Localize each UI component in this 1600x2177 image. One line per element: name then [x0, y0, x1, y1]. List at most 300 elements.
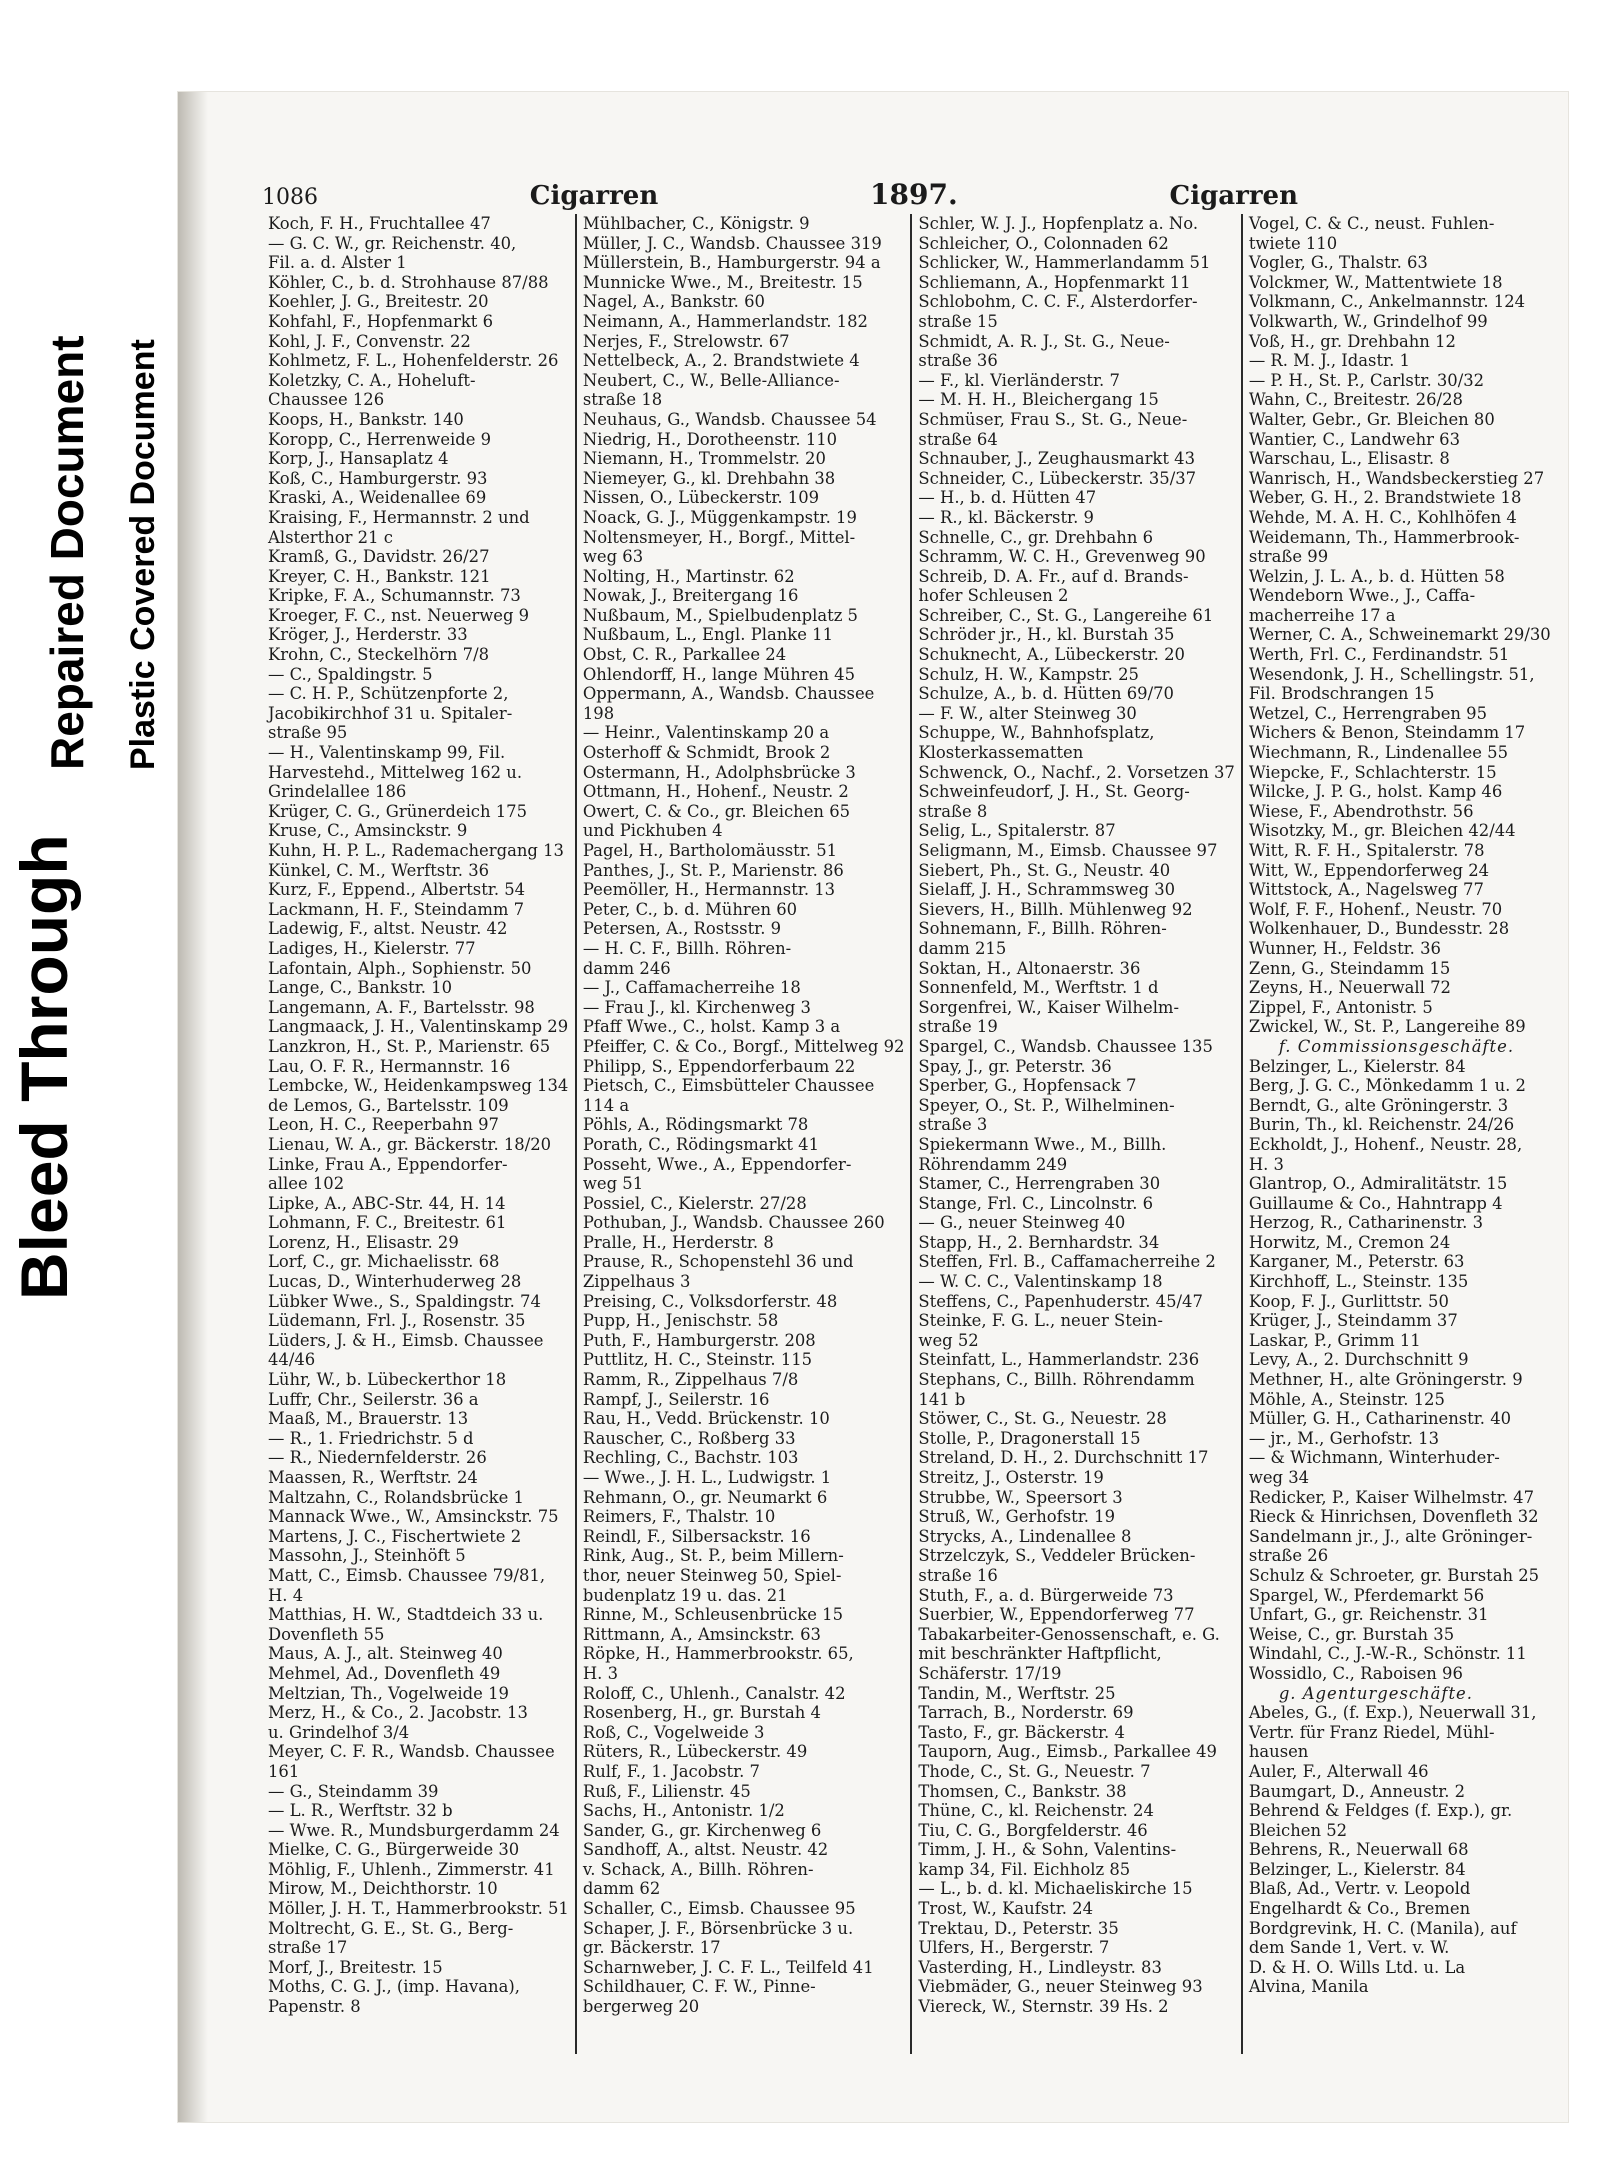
directory-entry: Müller, G. H., Catharinenstr. 40 — [1248, 1409, 1512, 1429]
directory-entry: Berg, J. G. C., Mönkedamm 1 u. 2 — [1248, 1076, 1526, 1096]
directory-entry: Pietsch, C., Eimsbütteler Chaussee — [582, 1076, 875, 1096]
directory-entry: Peemöller, H., Hermannstr. 13 — [582, 880, 836, 900]
directory-entry: Schmüser, Frau S., St. G., Neue- — [918, 409, 1188, 429]
directory-entry: Unfart, G., gr. Reichenstr. 31 — [1248, 1605, 1489, 1625]
directory-entry: Behrend & Feldges (f. Exp.), gr. — [1248, 1801, 1513, 1821]
directory-entry: Mirow, M., Deichthorstr. 10 — [268, 1879, 498, 1899]
directory-entry: Nerjes, F., Strelowstr. 67 — [582, 331, 790, 351]
directory-entry: macherreihe 17 a — [1248, 605, 1396, 625]
directory-entry: Ladewig, F., altst. Neustr. 42 — [268, 919, 508, 939]
directory-entry: Wisotzky, M., gr. Bleichen 42/44 — [1248, 821, 1516, 841]
directory-entry: Noack, G. J., Müggenkampstr. 19 — [582, 507, 857, 527]
directory-entry: Voß, H., gr. Drehbahn 12 — [1248, 331, 1456, 351]
directory-entry: Siebert, Ph., St. G., Neustr. 40 — [918, 860, 1171, 880]
directory-entry: Ruß, F., Lilienstr. 45 — [582, 1781, 751, 1801]
directory-entry: Blaß, Ad., Vertr. v. Leopold — [1248, 1879, 1471, 1899]
directory-entry: straße 15 — [918, 311, 998, 331]
directory-entry: 198 — [582, 703, 615, 723]
year-heading: 1897. — [870, 178, 958, 211]
directory-entry: Tauporn, Aug., Eimsb., Parkallee 49 — [918, 1742, 1217, 1762]
directory-entry: Stöwer, C., St. G., Neuestr. 28 — [918, 1409, 1167, 1429]
directory-entry: Chaussee 126 — [268, 390, 385, 410]
directory-entry: Tarrach, B., Norderstr. 69 — [918, 1703, 1134, 1723]
directory-entry: Vogel, C. & C., neust. Fuhlen- — [1248, 214, 1495, 233]
directory-entry: — H. C. F., Billh. Röhren- — [582, 938, 792, 958]
directory-entry: Lübker Wwe., S., Spaldingstr. 74 — [268, 1291, 541, 1311]
directory-entry: Levy, A., 2. Durchschnitt 9 — [1248, 1350, 1469, 1370]
repaired-document-label: Repaired Document — [41, 335, 93, 770]
directory-entry: Rehmann, O., gr. Neumarkt 6 — [582, 1487, 828, 1507]
directory-entry: Tabakarbeiter-Genossenschaft, e. G. — [918, 1624, 1220, 1644]
directory-entry: Schulz & Schroeter, gr. Burstah 25 — [1248, 1565, 1540, 1585]
directory-entry: Laskar, P., Grimm 11 — [1248, 1330, 1421, 1350]
directory-entry: Dovenfleth 55 — [268, 1624, 385, 1644]
directory-entry: Rampf, J., Seilerstr. 16 — [582, 1389, 770, 1409]
directory-entry: Sperber, G., Hopfensack 7 — [918, 1076, 1137, 1096]
directory-entry: Methner, H., alte Gröningerstr. 9 — [1248, 1370, 1523, 1390]
directory-entry: Peter, C., b. d. Mühren 60 — [582, 899, 798, 919]
directory-entry: Belzinger, L., Kielerstr. 84 — [1248, 1056, 1466, 1076]
directory-entry: Fil. Brodschrangen 15 — [1248, 684, 1435, 704]
directory-entry: Struß, W., Gerhofstr. 19 — [918, 1507, 1116, 1527]
directory-entry: H. 4 — [268, 1585, 304, 1605]
directory-entry: Wiechmann, R., Lindenallee 55 — [1248, 743, 1509, 763]
directory-entry: Schildhauer, C. F. W., Pinne- — [582, 1977, 816, 1997]
directory-entry: Vertr. für Franz Riedel, Mühl- — [1248, 1722, 1495, 1742]
directory-entry: Lucas, D., Winterhuderweg 28 — [268, 1272, 522, 1292]
directory-entry: Volkmann, C., Ankelmannstr. 124 — [1248, 292, 1526, 312]
directory-entry: Lafontain, Alph., Sophienstr. 50 — [268, 958, 532, 978]
directory-entry: H. 3 — [582, 1663, 619, 1683]
directory-entry: Posseht, Wwe., A., Eppendorfer- — [582, 1154, 852, 1174]
directory-entry: Soktan, H., Altonaerstr. 36 — [918, 958, 1141, 978]
directory-entry: Klosterkassematten — [918, 743, 1084, 763]
directory-entry: — J., Caffamacherreihe 18 — [582, 978, 801, 998]
directory-entry: Sachs, H., Antonistr. 1/2 — [582, 1801, 785, 1821]
directory-entry: Neubert, C., W., Belle-Alliance- — [582, 370, 840, 390]
directory-entry: straße 19 — [918, 1017, 998, 1037]
directory-entry: Matthias, H. W., Stadtdeich 33 u. — [268, 1605, 544, 1625]
directory-entry: — Frau J., kl. Kirchenweg 3 — [582, 997, 811, 1017]
directory-entry: Pfeiffer, C. & Co., Borgf., Mittelweg 92 — [582, 1036, 905, 1056]
directory-entry: dem Sande 1, Vert. v. W. — [1248, 1938, 1450, 1958]
directory-entry: Wiepcke, F., Schlachterstr. 15 — [1248, 762, 1497, 782]
directory-entry: straße 99 — [1248, 547, 1329, 567]
directory-entry: — H., b. d. Hütten 47 — [918, 488, 1097, 508]
directory-entry: und Pickhuben 4 — [582, 821, 723, 841]
directory-entry: Schler, W. J. J., Hopfenplatz a. No. — [918, 214, 1199, 233]
directory-entry: Kruse, C., Amsinckstr. 9 — [268, 821, 468, 841]
directory-entry: Steffen, Frl. B., Caffamacherreihe 2 — [918, 1252, 1216, 1272]
directory-entry: Rechling, C., Bachstr. 103 — [582, 1448, 799, 1468]
directory-entry: Strubbe, W., Speersort 3 — [918, 1487, 1123, 1507]
directory-entry: Lipke, A., ABC-Str. 44, H. 14 — [268, 1193, 506, 1213]
directory-entry: — Heinr., Valentinskamp 20 a — [582, 723, 830, 743]
directory-entry: Roß, C., Vogelweide 3 — [582, 1722, 765, 1742]
directory-entry: Redicker, P., Kaiser Wilhelmstr. 47 — [1248, 1487, 1534, 1507]
directory-entry: Viereck, W., Sternstr. 39 Hs. 2 — [918, 1997, 1169, 2017]
directory-entry: Wantier, C., Landwehr 63 — [1248, 429, 1461, 449]
directory-entry: Kuhn, H. P. L., Rademachergang 13 — [268, 841, 564, 860]
directory-entry: straße 8 — [918, 801, 988, 821]
directory-entry: Künkel, C. M., Werftstr. 36 — [268, 860, 490, 880]
directory-entry: Wichers & Benon, Steindamm 17 — [1248, 723, 1526, 743]
directory-entry: — C., Spaldingstr. 5 — [268, 664, 433, 684]
directory-entry: Streitz, J., Osterstr. 19 — [918, 1468, 1104, 1487]
directory-entry: straße 3 — [918, 1115, 988, 1135]
directory-entry: Zippel, F., Antonistr. 5 — [1248, 997, 1433, 1017]
directory-entry: Weber, G. H., 2. Brandstwiete 18 — [1248, 488, 1522, 508]
page-header — [262, 178, 1298, 212]
directory-entry: Volckmer, W., Mattentwiete 18 — [1248, 272, 1503, 292]
directory-entry: Neuhaus, G., Wandsb. Chaussee 54 — [582, 409, 877, 429]
directory-entry: Selig, L., Spitalerstr. 87 — [918, 821, 1116, 841]
directory-entry: Maltzahn, C., Rolandsbrücke 1 — [268, 1487, 524, 1507]
column-1 — [262, 214, 577, 2054]
directory-entry: Trektau, D., Peterstr. 35 — [918, 1918, 1119, 1938]
directory-entry: Timm, J. H., & Sohn, Valentins- — [918, 1840, 1177, 1860]
directory-entry: Kirchhoff, L., Steinstr. 135 — [1248, 1272, 1469, 1292]
directory-entry: Kraising, F., Hermannstr. 2 und — [268, 507, 530, 527]
directory-entry: Petersen, A., Rostsstr. 9 — [582, 919, 782, 939]
directory-entry: Mannack Wwe., W., Amsinckstr. 75 — [268, 1507, 559, 1527]
directory-entry: Niemeyer, G., kl. Drehbahn 38 — [582, 468, 836, 488]
directory-entry: de Lemos, G., Bartelsstr. 109 — [268, 1095, 509, 1115]
directory-entry: — F., kl. Vierländerstr. 7 — [918, 370, 1120, 390]
directory-entry: twiete 110 — [1248, 233, 1338, 253]
directory-entry: Röpke, H., Hammerbrookstr. 65, — [582, 1644, 854, 1664]
directory-entry: Moltrecht, G. E., St. G., Berg- — [268, 1918, 514, 1938]
directory-entry: Roloff, C., Uhlenh., Canalstr. 42 — [582, 1683, 846, 1703]
directory-entry: Koops, H., Bankstr. 140 — [268, 409, 464, 429]
directory-entry: Pupp, H., Jenischstr. 58 — [582, 1311, 779, 1331]
directory-entry: Stapp, H., 2. Bernhardstr. 34 — [918, 1232, 1160, 1252]
directory-entry: Witt, R. F. H., Spitalerstr. 78 — [1248, 841, 1485, 860]
directory-entry: Berndt, G., alte Gröningerstr. 3 — [1248, 1095, 1509, 1115]
directory-entry: Rulf, F., 1. Jacobstr. 7 — [582, 1761, 760, 1781]
directory-entry: Schröder jr., H., kl. Burstah 35 — [918, 625, 1175, 645]
directory-entry: Volkwarth, W., Grindelhof 99 — [1248, 311, 1488, 331]
directory-entry: Baumgart, D., Anneustr. 2 — [1248, 1781, 1466, 1801]
directory-entry: Schlicker, W., Hammerlandamm 51 — [918, 253, 1211, 273]
directory-entry: — L., b. d. kl. Michaeliskirche 15 — [918, 1879, 1193, 1899]
directory-entry: Schuknecht, A., Lübeckerstr. 20 — [918, 645, 1185, 665]
directory-entry: Sievers, H., Billh. Mühlenweg 92 — [918, 899, 1193, 919]
directory-entry: Pothuban, J., Wandsb. Chaussee 260 — [582, 1213, 885, 1233]
directory-entry: Leon, H. C., Reeperbahn 97 — [268, 1115, 499, 1135]
directory-entry: Werth, Frl. C., Ferdinandstr. 51 — [1248, 645, 1510, 665]
directory-entry: Kroeger, F. C., nst. Neuerweg 9 — [268, 605, 530, 625]
directory-entry: Martens, J. C., Fischertwiete 2 — [268, 1526, 522, 1546]
directory-entry: Ottmann, H., Hohenf., Neustr. 2 — [582, 782, 849, 802]
directory-entry: Philipp, S., Eppendorferbaum 22 — [582, 1056, 856, 1076]
directory-entry: Lühr, W., b. Lübeckerthor 18 — [268, 1370, 507, 1390]
directory-entry: Rinne, M., Schleusenbrücke 15 — [582, 1605, 843, 1625]
directory-entry: Köhler, C., b. d. Strohhause 87/88 — [268, 272, 549, 292]
directory-entry: Linke, Frau A., Eppendorfer- — [268, 1154, 508, 1174]
directory-entry: Spiekermann Wwe., M., Billh. — [918, 1134, 1167, 1154]
directory-entry: Neimann, A., Hammerlandstr. 182 — [582, 311, 868, 331]
directory-entry: Langmaack, J. H., Valentinskamp 29 — [268, 1017, 569, 1037]
directory-entry: Vasterding, H., Lindleystr. 83 — [918, 1957, 1162, 1977]
directory-entry: Herzog, R., Catharinenstr. 3 — [1248, 1213, 1484, 1233]
directory-entry: Pagel, H., Bartholomäusstr. 51 — [582, 841, 838, 860]
directory-entry: gr. Bäckerstr. 17 — [582, 1938, 721, 1958]
directory-entry: Meltzian, Th., Vogelweide 19 — [268, 1683, 509, 1703]
directory-entry: Stolle, P., Dragonerstall 15 — [918, 1428, 1141, 1448]
directory-entry: Schulz, H. W., Kampstr. 25 — [918, 664, 1139, 684]
directory-entry: Jacobikirchhof 31 u. Spitaler- — [268, 703, 513, 723]
directory-entry: Schlobohm, C. C. F., Alsterdorfer- — [918, 292, 1198, 312]
directory-entry: Luffr, Chr., Seilerstr. 36 a — [268, 1389, 479, 1409]
directory-entry: weg 51 — [582, 1174, 644, 1194]
directory-entry: Osterhoff & Schmidt, Brook 2 — [582, 743, 831, 763]
directory-entry: bergerweg 20 — [582, 1997, 700, 2017]
directory-entry: Möhlig, F., Uhlenh., Zimmerstr. 41 — [268, 1859, 555, 1879]
directory-entry: kamp 34, Fil. Eichholz 85 — [918, 1859, 1131, 1879]
directory-entry: Massohn, J., Steinhöft 5 — [268, 1546, 466, 1566]
directory-entry: — H., Valentinskamp 99, Fil. — [268, 743, 506, 763]
directory-entry: Prause, R., Schopenstehl 36 und — [582, 1252, 854, 1272]
directory-entry: — L. R., Werftstr. 32 b — [268, 1801, 453, 1821]
directory-entry: Bordgrevink, H. C. (Manila), auf — [1248, 1918, 1517, 1938]
directory-entry: Karganer, M., Peterstr. 63 — [1248, 1252, 1465, 1272]
directory-entry: Schweinfeudorf, J. H., St. Georg- — [918, 782, 1190, 802]
directory-entry: Reimers, F., Thalstr. 10 — [582, 1507, 776, 1527]
directory-entry: Burin, Th., kl. Reichenstr. 24/26 — [1248, 1115, 1515, 1135]
directory-entry: hausen — [1248, 1742, 1309, 1762]
directory-entry: Auler, F., Alterwall 46 — [1248, 1761, 1429, 1781]
directory-entry: Wittstock, A., Nagelsweg 77 — [1248, 880, 1484, 900]
directory-entry: Steffens, C., Papenhuderstr. 45/47 — [918, 1291, 1203, 1311]
directory-entry: Lienau, W. A., gr. Bäckerstr. 18/20 — [268, 1134, 552, 1154]
directory-entry: Pfaff Wwe., C., holst. Kamp 3 a — [582, 1017, 841, 1037]
directory-entry: Spargel, W., Pferdemarkt 56 — [1248, 1585, 1485, 1605]
directory-entry: weg 63 — [582, 547, 644, 567]
column-4 — [1243, 214, 1557, 2054]
directory-entry: Koop, F. J., Gurlittstr. 50 — [1248, 1291, 1449, 1311]
directory-entry: u. Grindelhof 3/4 — [268, 1722, 410, 1742]
directory-entry: Möller, J. H. T., Hammerbrookstr. 51 — [268, 1899, 569, 1919]
directory-entry: Lorenz, H., Elisastr. 29 — [268, 1232, 459, 1252]
directory-entry: 141 b — [918, 1389, 966, 1409]
directory-entry: Porath, C., Rödingsmarkt 41 — [582, 1134, 820, 1154]
directory-entry: Nußbaum, L., Engl. Planke 11 — [582, 625, 833, 645]
directory-entry: Stephans, C., Billh. Röhrendamm — [918, 1370, 1195, 1390]
directory-entry: Guillaume & Co., Hahntrapp 4 — [1248, 1193, 1503, 1213]
directory-entry: thor, neuer Steinweg 50, Spiel- — [582, 1565, 842, 1585]
directory-entry: Strycks, A., Lindenallee 8 — [918, 1526, 1132, 1546]
directory-entry: Schulze, A., b. d. Hütten 69/70 — [918, 684, 1174, 704]
directory-entry: H. 3 — [1248, 1154, 1284, 1174]
directory-entry: — G. C. W., gr. Reichenstr. 40, — [268, 233, 517, 253]
directory-entry: Obst, C. R., Parkallee 24 — [582, 645, 787, 665]
directory-entry: Walter, Gebr., Gr. Bleichen 80 — [1248, 409, 1495, 429]
directory-entry: Morf, J., Breitestr. 15 — [268, 1957, 443, 1977]
directory-entry: Bleichen 52 — [1248, 1820, 1348, 1840]
directory-entry: budenplatz 19 u. das. 21 — [582, 1585, 788, 1605]
left-running-heading: Cigarren — [529, 181, 659, 211]
directory-entry: straße 26 — [1248, 1546, 1329, 1566]
directory-entry: Wehde, M. A. H. C., Kohlhöfen 4 — [1248, 507, 1517, 527]
directory-entry: — R., Niedernfelderstr. 26 — [268, 1448, 487, 1468]
directory-entry: straße 64 — [918, 429, 998, 449]
section-heading: f. Commissionsgeschäfte. — [1278, 1036, 1515, 1056]
directory-entry: Krüger, J., Steindamm 37 — [1248, 1311, 1458, 1331]
plastic-covered-label: Plastic Covered Document — [124, 339, 162, 770]
directory-entry: Lange, C., Bankstr. 10 — [268, 978, 453, 998]
directory-entry: Mehmel, Ad., Dovenfleth 49 — [268, 1663, 501, 1683]
directory-entry: Schneider, C., Lübeckerstr. 35/37 — [918, 468, 1197, 488]
directory-entry: Wunner, H., Feldstr. 36 — [1248, 938, 1441, 958]
directory-entry: Preising, C., Volksdorferstr. 48 — [582, 1291, 838, 1311]
directory-entry: — M. H. H., Bleichergang 15 — [918, 390, 1159, 410]
directory-entry: — jr., M., Gerhofstr. 13 — [1248, 1428, 1439, 1448]
directory-entry: Spargel, C., Wandsb. Chaussee 135 — [918, 1036, 1213, 1056]
directory-entry: Koropp, C., Herrenweide 9 — [268, 429, 492, 449]
directory-entry: Mielke, C. G., Bürgerweide 30 — [268, 1840, 520, 1860]
directory-entry: Kramß, G., Davidstr. 26/27 — [268, 547, 490, 567]
directory-entry: Lackmann, H. F., Steindamm 7 — [268, 899, 525, 919]
directory-entry: Vogler, G., Thalstr. 63 — [1248, 253, 1428, 273]
directory-entry: Kreyer, C. H., Bankstr. 121 — [268, 566, 491, 586]
directory-entry: Thomsen, C., Bankstr. 38 — [918, 1781, 1127, 1801]
directory-entry: Lorf, C., gr. Michaelisstr. 68 — [268, 1252, 500, 1272]
directory-entry: Puttlitz, H. C., Steinstr. 115 — [582, 1350, 813, 1370]
column-3 — [912, 214, 1242, 2054]
directory-entry: Scharnweber, J. C. F. L., Teilfeld 41 — [582, 1957, 874, 1977]
directory-entry: Schäferstr. 17/19 — [918, 1663, 1062, 1683]
directory-entry: damm 62 — [582, 1879, 661, 1899]
directory-entry: Lüdemann, Frl. J., Rosenstr. 35 — [268, 1311, 526, 1331]
directory-entry: Korp, J., Hansaplatz 4 — [268, 449, 449, 469]
directory-entry: Ramm, R., Zippelhaus 7/8 — [582, 1370, 799, 1390]
directory-entry: Nissen, O., Lübeckerstr. 109 — [582, 488, 820, 508]
directory-entry: Zippelhaus 3 — [582, 1272, 691, 1292]
annotation-stamps — [0, 240, 180, 1400]
directory-entry: Langemann, A. F., Bartelsstr. 98 — [268, 997, 535, 1017]
directory-entry: Zenn, G., Steindamm 15 — [1248, 958, 1451, 978]
directory-entry: Maassen, R., Werftstr. 24 — [268, 1468, 478, 1487]
directory-entry: Wahn, C., Breitestr. 26/28 — [1248, 390, 1463, 410]
directory-entry: Welzin, J. L. A., b. d. Hütten 58 — [1248, 566, 1505, 586]
directory-entry: Sander, G., gr. Kirchenweg 6 — [582, 1820, 822, 1840]
directory-entry: straße 17 — [268, 1938, 348, 1958]
page-number: 1086 — [262, 185, 318, 210]
directory-entry: Kröger, J., Herderstr. 33 — [268, 625, 468, 645]
directory-entry: Schreib, D. A. Fr., auf d. Brands- — [918, 566, 1189, 586]
directory-entry: Nußbaum, M., Spielbudenplatz 5 — [582, 605, 858, 625]
directory-entry: Wanrisch, H., Wandsbeckerstieg 27 — [1248, 468, 1545, 488]
directory-entry: Tandin, M., Werftstr. 25 — [918, 1683, 1116, 1703]
directory-entry: — Wwe. R., Mundsburgerdamm 24 — [268, 1820, 560, 1840]
directory-entry: Possiel, C., Kielerstr. 27/28 — [582, 1193, 807, 1213]
directory-entry: — Wwe., J. H. L., Ludwigstr. 1 — [582, 1468, 832, 1487]
directory-entry: — R. M. J., Idastr. 1 — [1248, 351, 1410, 371]
directory-entry: Sonnenfeld, M., Werftstr. 1 d — [918, 978, 1159, 998]
directory-entry: weg 34 — [1248, 1468, 1310, 1487]
directory-entry: 161 — [268, 1761, 300, 1781]
directory-entry: Ohlendorff, H., lange Mühren 45 — [582, 664, 855, 684]
directory-entry: — P. H., St. P., Carlstr. 30/32 — [1248, 370, 1485, 390]
directory-entry: Speyer, O., St. P., Wilhelminen- — [918, 1095, 1175, 1115]
directory-entry: Moths, C. G. J., (imp. Havana), — [268, 1977, 520, 1997]
directory-entry: Suerbier, W., Eppendorferweg 77 — [918, 1605, 1195, 1625]
directory-entry: Matt, C., Eimsb. Chaussee 79/81, — [268, 1565, 546, 1585]
directory-entry: — R., 1. Friedrichstr. 5 d — [268, 1428, 474, 1448]
directory-entry: Möhle, A., Steinstr. 125 — [1248, 1389, 1445, 1409]
directory-entry: Viebmäder, G., neuer Steinweg 93 — [918, 1977, 1203, 1997]
directory-entry: Kurz, F., Eppend., Albertstr. 54 — [268, 880, 526, 900]
directory-entry: Nettelbeck, A., 2. Brandstwiete 4 — [582, 351, 860, 371]
directory-entry: — F. W., alter Steinweg 30 — [918, 703, 1137, 723]
directory-entry: Trost, W., Kaufstr. 24 — [918, 1899, 1094, 1919]
directory-entry: Wilcke, J. P. G., holst. Kamp 46 — [1248, 782, 1503, 802]
directory-entry: Kraski, A., Weidenallee 69 — [268, 488, 487, 508]
directory-entry: Schmidt, A. R. J., St. G., Neue- — [918, 331, 1170, 351]
directory-entry: Steinke, F. G. L., neuer Stein- — [918, 1311, 1163, 1331]
directory-entry: Pöhls, A., Rödingsmarkt 78 — [582, 1115, 809, 1135]
directory-entry: — R., kl. Bäckerstr. 9 — [918, 507, 1094, 527]
directory-entry: Kohlmetz, F. L., Hohenfelderstr. 26 — [268, 351, 559, 371]
directory-entry: Schnauber, J., Zeughausmarkt 43 — [918, 449, 1196, 469]
directory-entry: Thüne, C., kl. Reichenstr. 24 — [918, 1801, 1154, 1821]
directory-entry: Röhrendamm 249 — [918, 1154, 1068, 1174]
directory-entry: Weidemann, Th., Hammerbrook- — [1248, 527, 1520, 547]
directory-entry: Schleicher, O., Colonnaden 62 — [918, 233, 1169, 253]
directory-entry: Koß, C., Hamburgerstr. 93 — [268, 468, 488, 488]
directory-entry: allee 102 — [268, 1174, 345, 1194]
directory-entry: — G., neuer Steinweg 40 — [918, 1213, 1126, 1233]
directory-entry: 114 a — [582, 1095, 630, 1115]
directory-entry: Papenstr. 8 — [268, 1997, 361, 2017]
directory-entry: straße 36 — [918, 351, 998, 371]
directory-entry: Witt, W., Eppendorferweg 24 — [1248, 860, 1490, 880]
directory-entry: Rieck & Hinrichsen, Dovenfleth 32 — [1248, 1507, 1539, 1527]
directory-entry: Thode, C., St. G., Neuestr. 7 — [918, 1761, 1151, 1781]
directory-entry: Nowak, J., Breitergang 16 — [582, 586, 799, 606]
directory-entry: Müller, J. C., Wandsb. Chaussee 319 — [582, 233, 882, 253]
directory-entry: Sohnemann, F., Billh. Röhren- — [918, 919, 1167, 939]
directory-entry: Grindelallee 186 — [268, 782, 407, 802]
directory-entry: Merz, H., & Co., 2. Jacobstr. 13 — [268, 1703, 528, 1723]
directory-entry: Ladiges, H., Kielerstr. 77 — [268, 938, 476, 958]
directory-entry: Stange, Frl. C., Lincolnstr. 6 — [918, 1193, 1154, 1213]
directory-entry: Rau, H., Vedd. Brückenstr. 10 — [582, 1409, 830, 1429]
directory-entry: Kohl, J. F., Convenstr. 22 — [268, 331, 471, 351]
directory-entry: Maus, A. J., alt. Steinweg 40 — [268, 1644, 503, 1664]
directory-entry: — W. C. C., Valentinskamp 18 — [918, 1272, 1163, 1292]
directory-entry: Schaper, J. F., Börsenbrücke 3 u. — [582, 1918, 854, 1938]
directory-entry: Niedrig, H., Dorotheenstr. 110 — [582, 429, 838, 449]
directory-entry: Kohfahl, F., Hopfenmarkt 6 — [268, 311, 494, 331]
directory-entry: straße 95 — [268, 723, 348, 743]
directory-entry: Steinfatt, L., Hammerlandstr. 236 — [918, 1350, 1200, 1370]
directory-entry: Kripke, F. A., Schumannstr. 73 — [268, 586, 521, 606]
directory-entry: Fil. a. d. Alster 1 — [268, 253, 407, 273]
directory-entry: Owert, C. & Co., gr. Bleichen 65 — [582, 801, 851, 821]
directory-entry: Pralle, H., Herderstr. 8 — [582, 1232, 774, 1252]
directory-entry: Maaß, M., Brauerstr. 13 — [268, 1409, 469, 1429]
directory-entry: Wolkenhauer, D., Bundesstr. 28 — [1248, 919, 1510, 939]
directory-entry: Sandhoff, A., altst. Neustr. 42 — [582, 1840, 829, 1860]
directory-entry: Munnicke Wwe., M., Breitestr. 15 — [582, 272, 863, 292]
directory-entry: Schwenck, O., Nachf., 2. Vorsetzen 37 — [918, 762, 1235, 782]
directory-entry: Lohmann, F. C., Breitestr. 61 — [268, 1213, 507, 1233]
directory-entry: Schramm, W. C. H., Grevenweg 90 — [918, 547, 1206, 567]
directory-entry: Nolting, H., Martinstr. 62 — [582, 566, 795, 586]
directory-entry: Spay, J., gr. Peterstr. 36 — [918, 1056, 1112, 1076]
